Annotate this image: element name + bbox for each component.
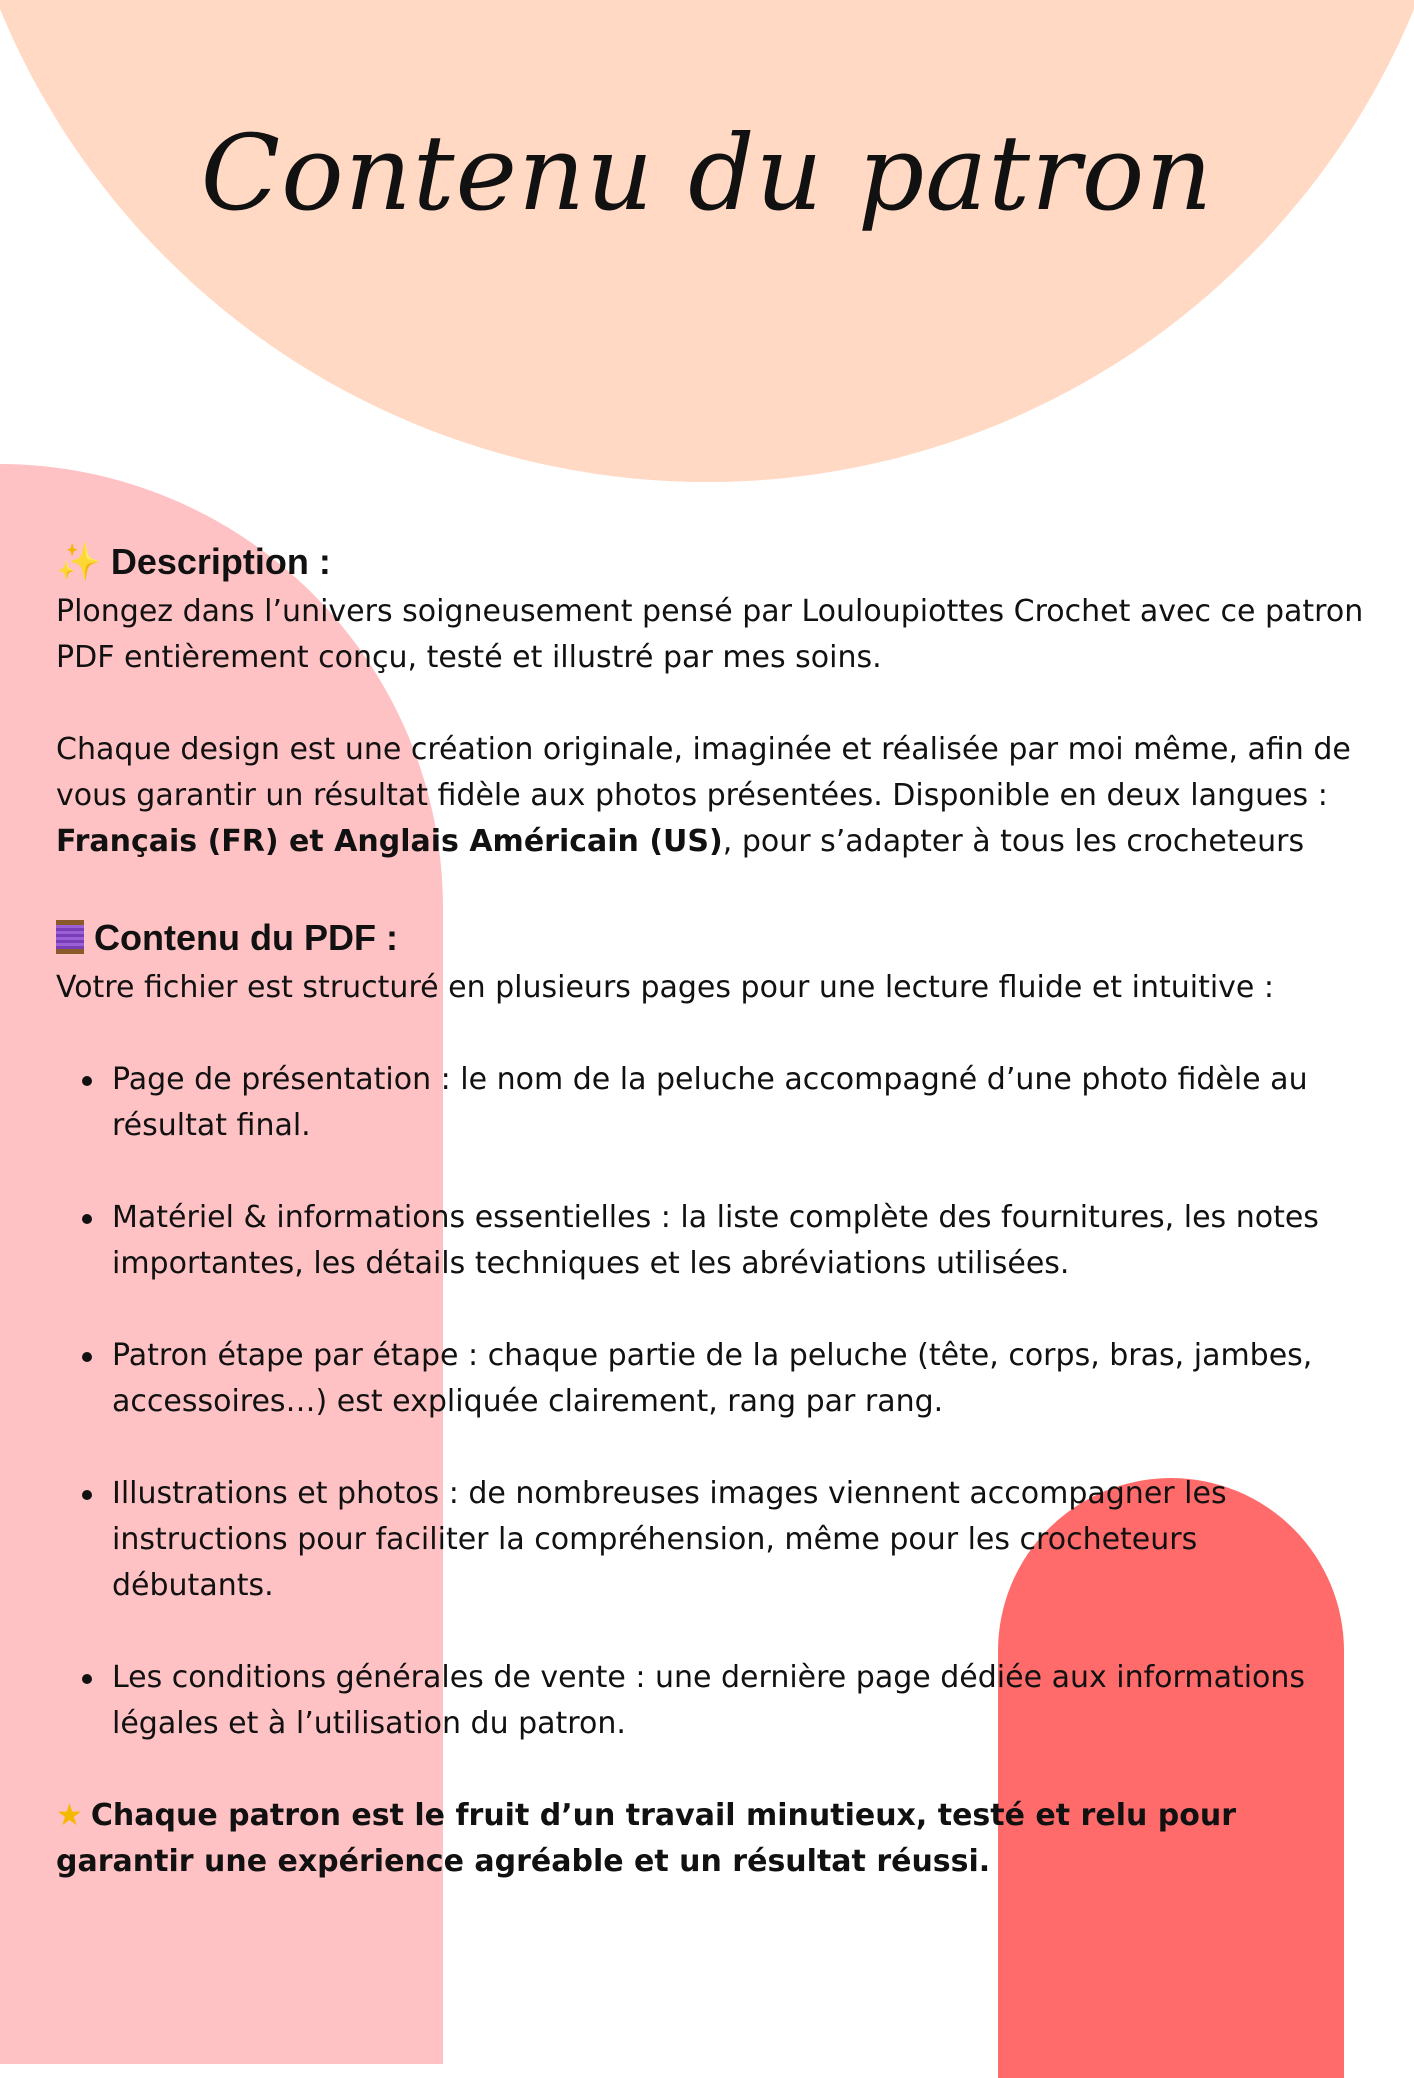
main-content: [56, 535, 1366, 1885]
description-paragraph-2: [56, 727, 1366, 865]
closing-text: Chaque patron est le fruit d’un travail minutieux, testé et relu pour garantir une expérience agréable et un résultat réussi.: [56, 1798, 1237, 1879]
sparkles-icon: ✨: [56, 541, 101, 582]
peach-circle-decoration: [0, 0, 1414, 482]
list-item: Patron étape par étape : chaque partie de la peluche (tête, corps, bras, jambes, accessoires…) est expliquée clairement, rang par rang.: [112, 1333, 1366, 1425]
languages-bold-text: Français (FR) et Anglais Américain (US): [56, 824, 723, 859]
list-item: Les conditions générales de vente : une dernière page dédiée aux informations légales et à l’utilisation du patron.: [112, 1655, 1366, 1747]
contents-intro: Votre fichier est structuré en plusieurs pages pour une lecture fluide et intuitive :: [56, 970, 1275, 1005]
thread-spool-icon: [56, 920, 84, 954]
description-heading-label: Description :: [110, 541, 331, 582]
page-title: Contenu du patron: [200, 112, 1214, 234]
description-paragraph-2-text: Chaque design est une création originale, imaginée et réalisée par moi même, afin de vous garantir un résultat fidèle aux photos présentées. Disponible en deux langues :: [56, 732, 1351, 813]
contents-list: [56, 1057, 1366, 1747]
closing-statement: [56, 1793, 1366, 1885]
list-item: Page de présentation : le nom de la peluche accompagné d’une photo fidèle au résultat final.: [112, 1057, 1366, 1149]
description-paragraph-1: Plongez dans l’univers soigneusement pensé par Louloupiottes Crochet avec ce patron PDF entièrement conçu, testé et illustré par mes soins.: [56, 594, 1364, 675]
star-icon: ★: [56, 1798, 83, 1833]
description-heading: [56, 535, 1366, 589]
contents-heading-label: Contenu du PDF :: [94, 917, 398, 958]
list-item: Matériel & informations essentielles : la liste complète des fournitures, les notes importantes, les détails techniques et les abréviations utilisées.: [112, 1195, 1366, 1287]
contents-heading: [56, 911, 1366, 965]
list-item: Illustrations et photos : de nombreuses images viennent accompagner les instructions pour faciliter la compréhension, même pour les crocheteurs débutants.: [112, 1471, 1366, 1609]
description-paragraph-2-end: , pour s’adapter à tous les crocheteurs: [722, 824, 1305, 859]
